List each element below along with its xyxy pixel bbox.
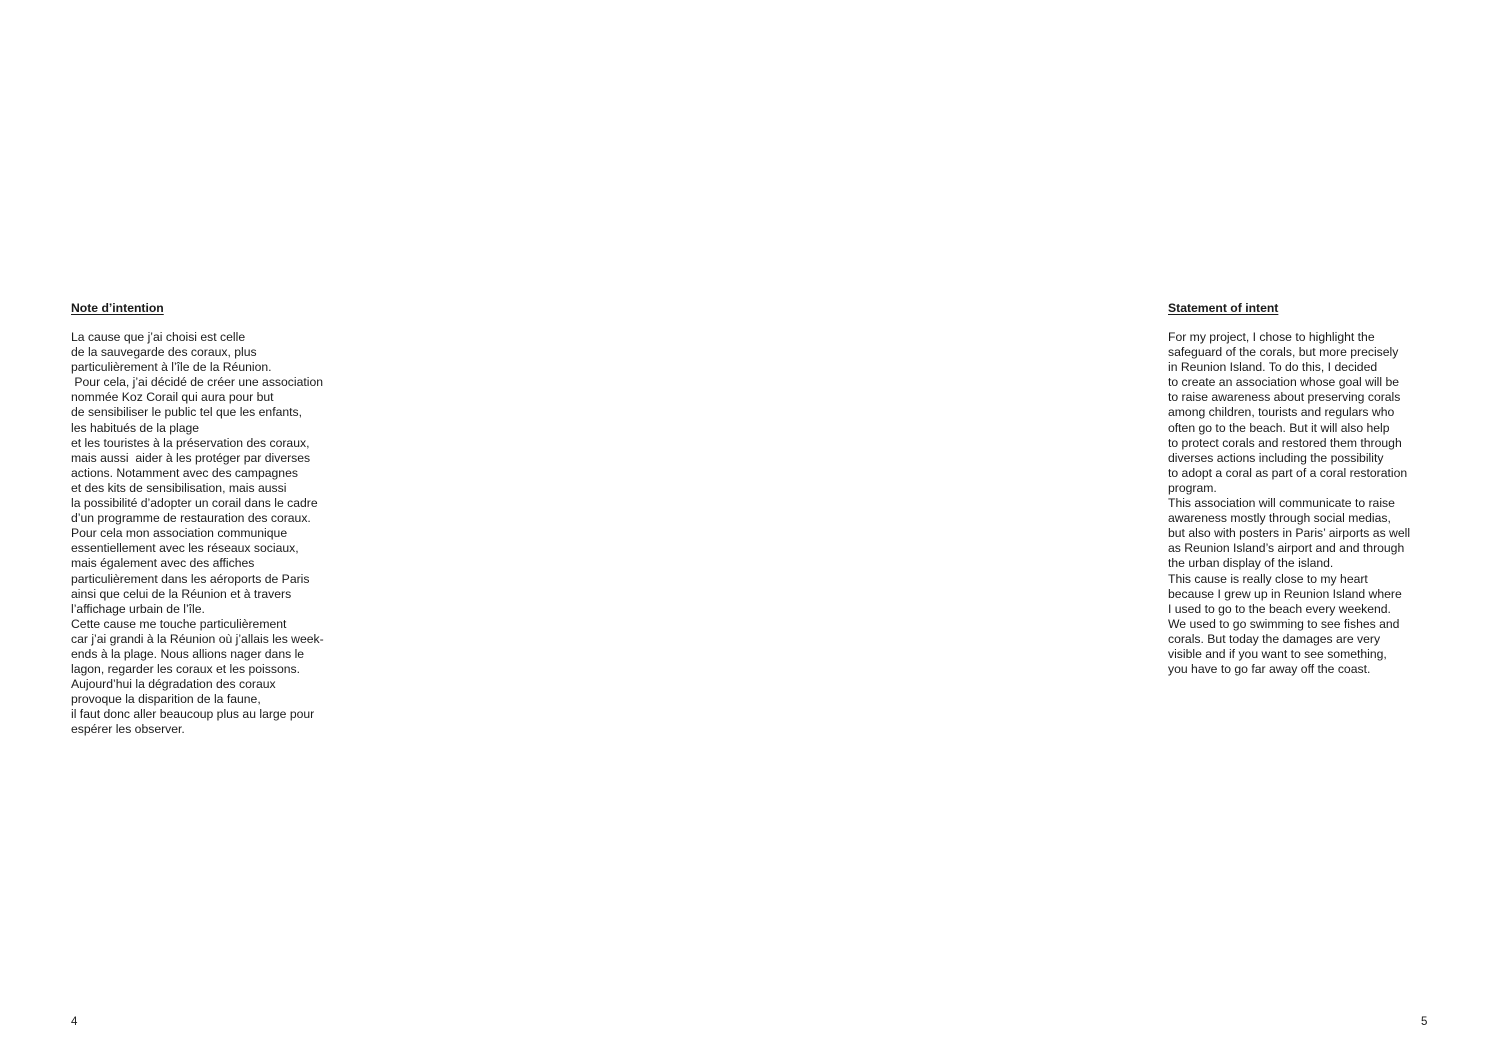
body-text-line: safeguard of the corals, but more precisely [1168, 345, 1399, 360]
body-text-line: de sensibiliser le public tel que les enfants, [71, 405, 303, 420]
body-text-line: les habitués de la plage [71, 420, 200, 435]
body-text-line: ends à la plage. Nous allions nager dans le [71, 646, 305, 661]
body-text-line: l’affichage urbain de l’île. [71, 601, 205, 616]
body-text-line: often go to the beach. But it will also help [1168, 420, 1390, 435]
body-text-line: among children, tourists and regulars who [1168, 405, 1395, 420]
body-text-line: mais aussi aider à les protéger par diverses [71, 450, 311, 465]
body-text-line: in Reunion Island. To do this, I decided [1168, 360, 1378, 375]
body-text-line: to raise awareness about preserving corals [1168, 390, 1401, 405]
body-text-line: et des kits de sensibilisation, mais aussi [71, 480, 287, 495]
body-text-line: program. [1168, 480, 1217, 495]
body-text-line: de la sauvegarde des coraux, plus [71, 345, 257, 360]
body-text-line: because I grew up in Reunion Island where [1168, 586, 1402, 601]
body-text-line: d’un programme de restauration des coraux. [71, 511, 311, 526]
body-text-line: you have to go far away off the coast. [1168, 662, 1371, 677]
body-text-line: ainsi que celui de la Réunion et à travers [71, 586, 292, 601]
body-text-line: as Reunion Island’s airport and and through [1168, 541, 1405, 556]
body-text-line: diverses actions including the possibility [1168, 450, 1384, 465]
body-text-line: I used to go to the beach every weekend. [1168, 601, 1391, 616]
body-text-line: et les touristes à la préservation des coraux, [71, 435, 310, 450]
left-page-body [71, 330, 371, 738]
body-text-line: Pour cela mon association communique [71, 526, 288, 541]
body-text-line: Cette cause me touche particulièrement [71, 616, 287, 631]
body-text-line: This association will communicate to raise [1168, 496, 1395, 511]
body-text-line: provoque la disparition de la faune, [71, 692, 261, 707]
body-text-line: La cause que j’ai choisi est celle [71, 330, 246, 344]
left-page-heading: Note d’intention [71, 301, 164, 315]
body-text-line: particulièrement dans les aéroports de Paris [71, 571, 310, 586]
body-text-line: lagon, regarder les coraux et les poissons. [71, 662, 300, 677]
body-text-line: nommée Koz Corail qui aura pour but [71, 390, 274, 405]
body-text-line: Aujourd’hui la dégradation des coraux [71, 677, 276, 692]
body-text-line: il faut donc aller beaucoup plus au large pour [71, 707, 315, 722]
body-text-line: This cause is really close to my heart [1168, 571, 1368, 586]
body-text-line: awareness mostly through social medias, [1168, 511, 1391, 526]
right-page-text-block [1168, 300, 1468, 677]
left-page-number: 4 [71, 1016, 78, 1028]
body-text-line: particulièrement à l’île de la Réunion. [71, 360, 272, 375]
body-text-line: but also with posters in Paris’ airports as well [1168, 526, 1411, 541]
body-text-line: essentiellement avec les réseaux sociaux, [71, 541, 299, 556]
body-text-line: Pour cela, j’ai décidé de créer une association [71, 375, 324, 390]
body-text-line: espérer les observer. [71, 722, 185, 737]
body-text-line: to protect corals and restored them through [1168, 435, 1402, 450]
body-text-line: visible and if you want to see something, [1168, 646, 1387, 661]
body-text-line: corals. But today the damages are very [1168, 631, 1381, 646]
right-page-number: 5 [1421, 1016, 1428, 1028]
body-text-line: We used to go swimming to see fishes and [1168, 616, 1400, 631]
body-text-line: the urban display of the island. [1168, 556, 1334, 571]
body-text-line: to adopt a coral as part of a coral restoration [1168, 465, 1408, 480]
body-text-line: actions. Notamment avec des campagnes [71, 465, 298, 480]
right-page-heading: Statement of intent [1168, 301, 1279, 315]
body-text-line: to create an association whose goal will be [1168, 375, 1400, 390]
left-page-text-block [71, 300, 371, 738]
body-text-line: la possibilité d’adopter un corail dans le cadre [71, 496, 318, 511]
body-text-line: mais également avec des affiches [71, 556, 255, 571]
right-page-body [1168, 330, 1468, 677]
body-text-line: car j’ai grandi à la Réunion où j’allais les week- [71, 631, 324, 646]
body-text-line: For my project, I chose to highlight the [1168, 330, 1375, 344]
